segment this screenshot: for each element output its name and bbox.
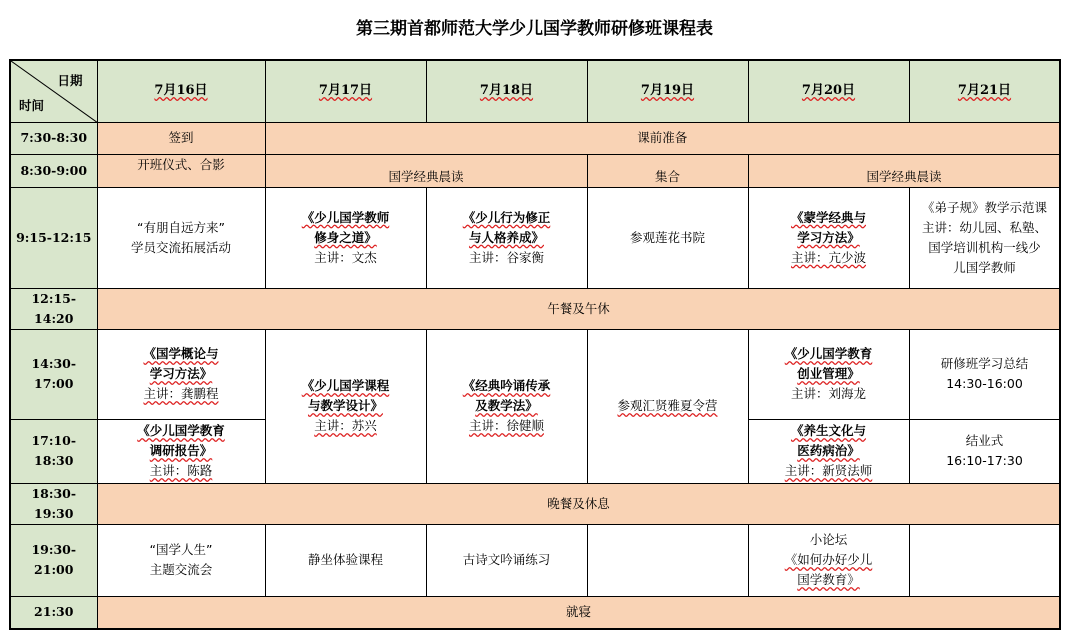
- schedule-cell: 研修班学习总结 14:30-16:00: [909, 329, 1060, 419]
- schedule-cell: “国学人生” 主题交流会: [97, 524, 265, 596]
- schedule-cell: 《少儿国学教育 调研报告》 主讲：陈路: [97, 419, 265, 483]
- time-cell: 9:15-12:15: [10, 187, 97, 288]
- date-header: 7月16日: [97, 60, 265, 122]
- schedule-cell: [909, 524, 1060, 596]
- time-cell: 8:30-9:00: [10, 154, 97, 187]
- header-row: [10, 60, 1060, 122]
- schedule-cell: 结业式 16:10-17:30: [909, 419, 1060, 483]
- table-row: [10, 187, 1060, 288]
- table-row: [10, 483, 1060, 524]
- time-cell: 18:30-19:30: [10, 483, 97, 524]
- date-header: 7月21日: [909, 60, 1060, 122]
- schedule-cell: 国学经典晨读: [265, 154, 587, 187]
- table-row: [10, 329, 1060, 419]
- schedule-cell: 午餐及午休: [97, 288, 1060, 329]
- schedule-cell: 国学经典晨读: [748, 154, 1060, 187]
- schedule-table: [9, 59, 1061, 630]
- schedule-cell: 参观莲花书院: [587, 187, 748, 288]
- time-cell: 21:30: [10, 596, 97, 629]
- schedule-cell: 《少儿国学教育 创业管理》 主讲：刘海龙: [748, 329, 909, 419]
- time-cell: 14:30-17:00: [10, 329, 97, 419]
- time-cell: 12:15-14:20: [10, 288, 97, 329]
- schedule-cell: 开班仪式、合影: [97, 154, 265, 187]
- date-header: 7月19日: [587, 60, 748, 122]
- schedule-cell: 《少儿行为修正 与人格养成》 主讲：谷家衡: [426, 187, 587, 288]
- table-row: [10, 288, 1060, 329]
- schedule-cell: 《弟子规》教学示范课 主讲：幼儿园、私塾、 国学培训机构一线少 儿国学教师: [909, 187, 1060, 288]
- schedule-cell: 签到: [97, 122, 265, 154]
- time-cell: 7:30-8:30: [10, 122, 97, 154]
- schedule-cell: 集合: [587, 154, 748, 187]
- table-row: [10, 154, 1060, 187]
- table-row: [10, 122, 1060, 154]
- schedule-cell: “有朋自远方来” 学员交流拓展活动: [97, 187, 265, 288]
- schedule-cell: 参观汇贤雅夏令营: [587, 329, 748, 483]
- corner-date-label: 日期: [57, 73, 83, 88]
- schedule-cell: 晚餐及休息: [97, 483, 1060, 524]
- corner-header: [10, 60, 97, 122]
- schedule-cell: 《经典吟诵传承 及教学法》 主讲：徐健顺: [426, 329, 587, 483]
- corner-time-label: 时间: [19, 97, 45, 113]
- schedule-cell: 静坐体验课程: [265, 524, 426, 596]
- date-header: 7月17日: [265, 60, 426, 122]
- schedule-cell: 就寝: [97, 596, 1060, 629]
- schedule-cell: 课前准备: [265, 122, 1060, 154]
- schedule-cell: 小论坛 《如何办好少儿 国学教育》: [748, 524, 909, 596]
- schedule-cell: 古诗文吟诵练习: [426, 524, 587, 596]
- schedule-cell: 《少儿国学课程 与教学设计》 主讲：苏兴: [265, 329, 426, 483]
- schedule-cell: 《养生文化与 医药病治》 主讲：新贤法师: [748, 419, 909, 483]
- schedule-cell: 《国学概论与 学习方法》 主讲：龚鹏程: [97, 329, 265, 419]
- schedule-cell: 《少儿国学教师 修身之道》 主讲：文杰: [265, 187, 426, 288]
- table-row: [10, 596, 1060, 629]
- date-header: 7月20日: [748, 60, 909, 122]
- schedule-cell: 《蒙学经典与 学习方法》 主讲：亢少波: [748, 187, 909, 288]
- page-title: 第三期首都师范大学少儿国学教师研修班课程表: [356, 19, 713, 39]
- time-cell: 17:10-18:30: [10, 419, 97, 483]
- time-cell: 19:30-21:00: [10, 524, 97, 596]
- date-header: 7月18日: [426, 60, 587, 122]
- schedule-cell: [587, 524, 748, 596]
- table-row: [10, 524, 1060, 596]
